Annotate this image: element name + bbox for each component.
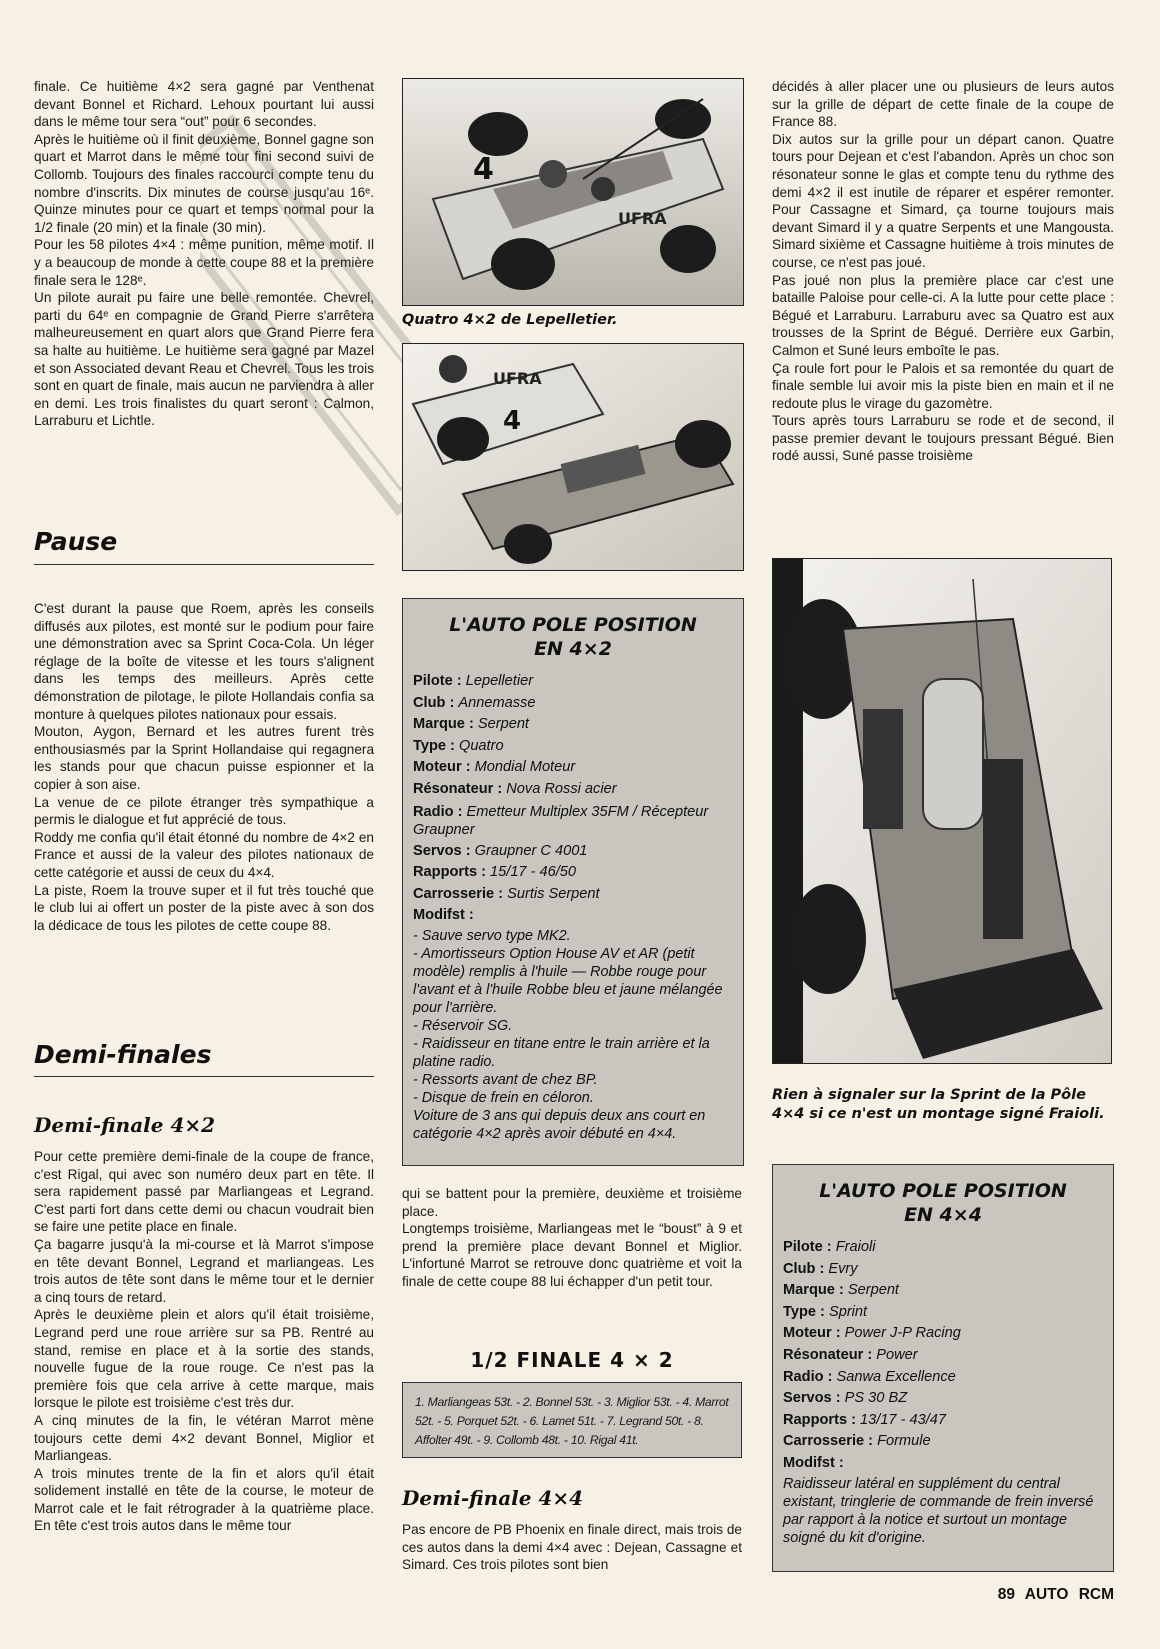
spec-label: Rapports : — [783, 1411, 856, 1428]
list-item: - Sauve servo type MK2. — [413, 927, 571, 944]
spec-value: PS 30 BZ — [844, 1390, 908, 1407]
spec-label: Pilote : — [783, 1239, 832, 1255]
list-item: - Disque de frein en céloron. — [413, 1089, 594, 1106]
paragraph: Mouton, Aygon, Bernard et les autres furent très enthousiasmés par la Sprint Hollandaise qui regagnera les stands pour que chacun puisse espionner et la copier à son aise. — [34, 724, 374, 792]
col1-demi42-text — [34, 1148, 374, 1535]
spec-label: Rapports : — [413, 864, 486, 881]
spec-label: Résonateur : — [413, 780, 503, 797]
spec-row-marque — [783, 1280, 1103, 1302]
spec-label: Club : — [413, 694, 455, 711]
spec-row-pilote — [413, 671, 733, 693]
pole-position-box-4x4 — [772, 1164, 1114, 1572]
spec-label: Carrosserie : — [783, 1433, 874, 1450]
car-brand-label: UFRA — [493, 369, 542, 388]
spec-value: Formule — [877, 1433, 931, 1450]
spec-value: 15/17 - 46/50 — [490, 864, 577, 881]
spec-row-carrosserie — [783, 1431, 1103, 1453]
photo-quatro-4x2-top — [402, 78, 744, 306]
paragraph: Dix autos sur la grille pour un départ canon. Quatre tours pour Dejean et c'est l'abandon. Après un choc son résonateur sonne le glas et compte tenu du rythme des demi 4×2 il est inutile de réparer et espérer remonter. Pour Cassagne et Simard, ça tourne toujours mais devant Simard il y a quatre Serpents et une Mangousta. Simard sixième et Cassagne huitième à trois minutes de course, ce n'est pas joué. — [772, 131, 1114, 270]
list-item: - Réservoir SG. — [413, 1017, 513, 1034]
spec-label: Modifst : — [783, 1454, 844, 1471]
list-item: Voiture de 3 ans qui depuis deux ans court en catégorie 4×2 après avoir débuté en 4×4. — [413, 1107, 706, 1142]
magazine-name: AUTO RCM — [1024, 1586, 1114, 1603]
paragraph: Pour cette première demi-finale de la coupe de france, c'est Rigal, qui avec son numéro deux part en tête. Il sera rapidement passé par Marliangeas et Legrand. C'est parti fort dans cette demi ou chacun voudrait bien se faire une petite place en finale. — [34, 1149, 374, 1235]
spec-row-radio — [413, 803, 733, 839]
col1-pause-text — [34, 600, 374, 934]
paragraph: A cinq minutes de la fin, le vétéran Marrot mène toujours cette demi 4×2 devant Bonnel, Miglior et Marliangeas. — [34, 1412, 374, 1464]
spec-label: Marque : — [413, 716, 474, 733]
paragraph: Pour les 58 pilotes 4×4 : même punition, même motif. Il y a beaucoup de monde à cette coupe 88 et la première finale sera le 128ᵉ. — [34, 237, 374, 288]
box-body — [773, 1227, 1113, 1547]
spec-row-rapports — [783, 1410, 1103, 1432]
spec-value: Mondial Moteur — [474, 759, 576, 776]
heading-rule — [34, 1076, 374, 1077]
spec-label: Marque : — [783, 1282, 844, 1299]
section-heading-demi-finales: Demi-finales — [34, 1040, 212, 1069]
col3-top-text — [772, 78, 1114, 465]
spec-label: Club : — [783, 1260, 825, 1277]
spec-label: Radio : — [783, 1368, 833, 1385]
spec-label: Résonateur : — [783, 1346, 873, 1363]
paragraph: qui se battent pour la première, deuxième et troisième place. — [402, 1186, 742, 1219]
paragraph: Ça roule fort pour le Palois et sa remontée du quart de finale semble lui avoir mis la piste bien en main et il ne redoute plus le virage du gazomètre. — [772, 360, 1114, 411]
paragraph: A trois minutes trente de la fin et alors qu'il était solidement installé en tête de la course, le moteur de Marrot cale et le fait rétrograder à la quatrième place. En tête c'est trois autos dans le même tour — [34, 1465, 374, 1534]
spec-value: Annemasse — [458, 694, 536, 711]
paragraph: Pas joué non plus la première place car c'est une bataille Paloise pour celle-ci. A la lutte pour cette place : Bégué et Larraburu. Larraburu avec sa Quatro est aux trousses de la Sprint de Bégué. Derrière eux Garbin, Calmon et Suné leurs emboîte le pas. — [772, 272, 1114, 358]
car-number-label: 4 — [503, 406, 522, 436]
spec-row-modifs — [413, 905, 733, 927]
spec-value: Sanwa Excellence — [836, 1368, 956, 1385]
spec-row-type — [413, 736, 733, 758]
subheading-demi-finale-4x4: Demi-finale 4×4 — [402, 1486, 584, 1510]
photo-sprint-4x4 — [772, 558, 1112, 1064]
list-item: - Ressorts avant de chez BP. — [413, 1071, 598, 1088]
subheading-demi-finale-4x2: Demi-finale 4×2 — [34, 1113, 216, 1137]
list-item: - Amortisseurs Option House AV et AR (petit modèle) remplis à l'huile — Robbe rouge pour l'avant et à l'huile Robbe bleu et jaune mélangée pour l'arrière. — [413, 945, 723, 1016]
spec-row-marque — [413, 714, 733, 736]
photo-caption-sprint: Rien à signaler sur la Sprint de la Pôle 4×4 si ce n'est un montage signé Fraioli. — [772, 1087, 1105, 1122]
spec-value: Sprint — [828, 1303, 868, 1320]
paragraph: Après le huitième où il finit deuxième, Bonnel gagne son quart et Marrot dans le même tour fini second suivi de Collomb. Toujours des finales raccourci compte tenu du nombre d'inscrits. Dix minutes de course jusqu'au 16ᵉ. Quinze minutes pour ce quart et temps normal pour la 1/2 finale (20 min) et la finale (30 min). — [34, 131, 374, 235]
paragraph: finale. Ce huitième 4×2 sera gagné par Venthenat devant Bonnel et Richard. Lehoux pourtant lui aussi dans le même tour sera “out” pour 6 secondes. — [34, 79, 374, 130]
paragraph: C'est durant la pause que Roem, après les conseils diffusés aux pilotes, est monté sur le podium pour faire une démonstration avec sa Sprint Coca-Cola. Un léger réglage de la boîte de vitesse et les tours s'alignent dans les temps des meilleurs. Après cette démonstration de pilotage, le pilote Hollandais confia sa monture à quelques pilotes nationaux pour essais. — [34, 601, 374, 722]
spec-label: Type : — [413, 737, 455, 754]
spec-label: Carrosserie : — [413, 885, 504, 902]
paragraph: La venue de ce pilote étranger très sympathique a permis le dialogue et fut apprécié de tous. — [34, 794, 374, 828]
spec-label: Radio : — [413, 803, 463, 820]
spec-value: Power J-P Racing — [844, 1325, 961, 1342]
spec-value: Surtis Serpent — [507, 885, 600, 902]
spec-row-type — [783, 1302, 1103, 1324]
paragraph: Un pilote aurait pu faire une belle remontée. Chevrel, parti du 64ᵉ en compagnie de Grand Pierre s'arrêtera malheureusement en quart alors que Grand Pierre fera sa halte au huitième. Le huitième sera gagné par Mazel et son Associated devant Reau et Chevrel. Tous les trois sont en quart de finale, mais aucun ne parviendra à aller en demi. Les trois finalistes du quart seront : Calmon, Larraburu et Lichtle. — [34, 290, 374, 429]
list-item: - Raidisseur en titane entre le train arrière et la platine radio. — [413, 1035, 710, 1070]
spec-row-rapports — [413, 862, 733, 884]
section-heading-pause: Pause — [34, 527, 118, 556]
car-number-label: 4 — [473, 152, 494, 187]
paragraph: Tours après tours Larraburu se rode et de second, il passe premier devant le toujours pressant Bégué. Bien rodé aussi, Suné passe troisième — [772, 413, 1114, 464]
spec-label: Type : — [783, 1303, 825, 1320]
spec-value: Evry — [828, 1260, 858, 1277]
box-title-line: EN 4×2 — [534, 638, 612, 660]
spec-value: Quatro — [458, 737, 504, 754]
box-title-line: L'AUTO POLE POSITION — [819, 1180, 1067, 1202]
col2-mid-text — [402, 1185, 742, 1291]
list-item: Raidisseur latéral en supplément du central existant, tringlerie de commande de frein inversé par rapport à la notice et surtout un montage soigné du kit d'origine. — [783, 1475, 1094, 1546]
paragraph: décidés à aller placer une ou plusieurs de leurs autos sur la grille de départ de cette finale de la coupe de France 88. — [772, 79, 1114, 130]
spec-row-club — [783, 1259, 1103, 1281]
spec-value: Lepelletier — [465, 673, 534, 689]
spec-value: 13/17 - 43/47 — [860, 1411, 947, 1428]
paragraph: Après le deuxième plein et alors qu'il était troisième, Legrand perd une roue arrière sur sa PB. Rentré au stand, remise en place et à la sortie des stands, nouvelle fugue de la roue rouge. Ce n'est pas la première fois que cela arrive à cette marque, mais lorsque le pilote est troisième c'est très dur. — [34, 1307, 374, 1411]
box-title-line: EN 4×4 — [904, 1204, 982, 1226]
page-number: 89 — [997, 1586, 1016, 1603]
car-brand-label: UFRA — [618, 209, 667, 228]
paragraph: La piste, Roem la trouve super et il fut très touché que le club lui ai offert un poster de la piste avec à son dos la dédicace de tous les pilotes de cette coupe 88. — [34, 882, 374, 933]
spec-row-moteur — [783, 1323, 1103, 1345]
spec-value: Power — [876, 1346, 918, 1363]
results-box: 1. Marliangeas 53t. - 2. Bonnel 53t. - 3. Miglior 53t. - 4. Marrot 52t. - 5. Porquet 52t. - 6. Lamet 51t. - 7. Legrand 50t. - 8. Affolter 49t. - 9. Collomb 48t. - 10. Rigal 41t. — [402, 1382, 742, 1458]
col2-demi44-text — [402, 1521, 742, 1574]
box-title — [403, 613, 743, 661]
box-title-line: L'AUTO POLE POSITION — [449, 614, 697, 636]
spec-row-moteur — [413, 757, 733, 779]
spec-row-servos — [783, 1388, 1103, 1410]
spec-row-radio — [783, 1367, 1103, 1389]
spec-row-resonateur — [413, 779, 733, 801]
photo-caption-quatro: Quatro 4×2 de Lepelletier. — [402, 312, 618, 328]
spec-row-carrosserie — [413, 884, 733, 906]
spec-label: Servos : — [783, 1390, 841, 1407]
spec-label: Servos : — [413, 842, 471, 859]
spec-row-resonateur — [783, 1345, 1103, 1367]
paragraph: Roddy me confia qu'il était étonné du nombre de 4×2 en France et aussi de la valeur des pilotes nationaux de cette catégorie et aussi de ceux du 4×4. — [34, 829, 374, 880]
spec-row-servos — [413, 841, 733, 863]
spec-label: Modifst : — [413, 907, 474, 924]
paragraph: Ça bagarre jusqu'à la mi-course et là Marrot s'impose en tête devant Bonnel, Legrand et marliangeas. Les trois autos de tête sont dans le même tour et le dernier a cinq tours de retard. — [34, 1236, 374, 1305]
spec-value: Nova Rossi acier — [506, 780, 617, 797]
paragraph: Longtemps troisième, Marliangeas met le “boust” à 9 et prend la première place devant Bonnel et Miglior. L'infortuné Marrot se retrouve donc quatrième et voit la finale de cette coupe 88 lui échapper d'un petit tour. — [402, 1221, 742, 1289]
pole-position-box-4x2 — [402, 598, 744, 1166]
results-title: 1/2 FINALE 4 × 2 — [470, 1348, 674, 1372]
photo-quatro-4x2-chassis — [402, 343, 744, 571]
spec-label: Moteur : — [413, 759, 471, 776]
box-title — [773, 1179, 1113, 1227]
spec-value: Emetteur Multiplex 35FM / Récepteur Graupner — [413, 803, 709, 838]
heading-rule — [34, 564, 374, 565]
spec-value: Serpent — [847, 1282, 899, 1299]
spec-row-pilote — [783, 1237, 1103, 1259]
spec-label: Pilote : — [413, 673, 462, 689]
spec-row-club — [413, 693, 733, 715]
col1-top-text — [34, 78, 374, 430]
spec-value: Serpent — [477, 716, 529, 733]
box-body — [403, 661, 743, 1143]
spec-value: Fraioli — [835, 1239, 876, 1255]
modifs-list — [783, 1475, 1103, 1547]
page-footer — [998, 1586, 1114, 1604]
spec-label: Moteur : — [783, 1325, 841, 1342]
modifs-list — [413, 927, 733, 1143]
spec-value: Graupner C 4001 — [474, 842, 588, 859]
spec-row-modifs — [783, 1453, 1103, 1475]
paragraph: Pas encore de PB Phoenix en finale direct, mais trois de ces autos dans la demi 4×4 avec : Dejean, Cassagne et Simard. Ces trois pilotes sont bien — [402, 1522, 742, 1573]
